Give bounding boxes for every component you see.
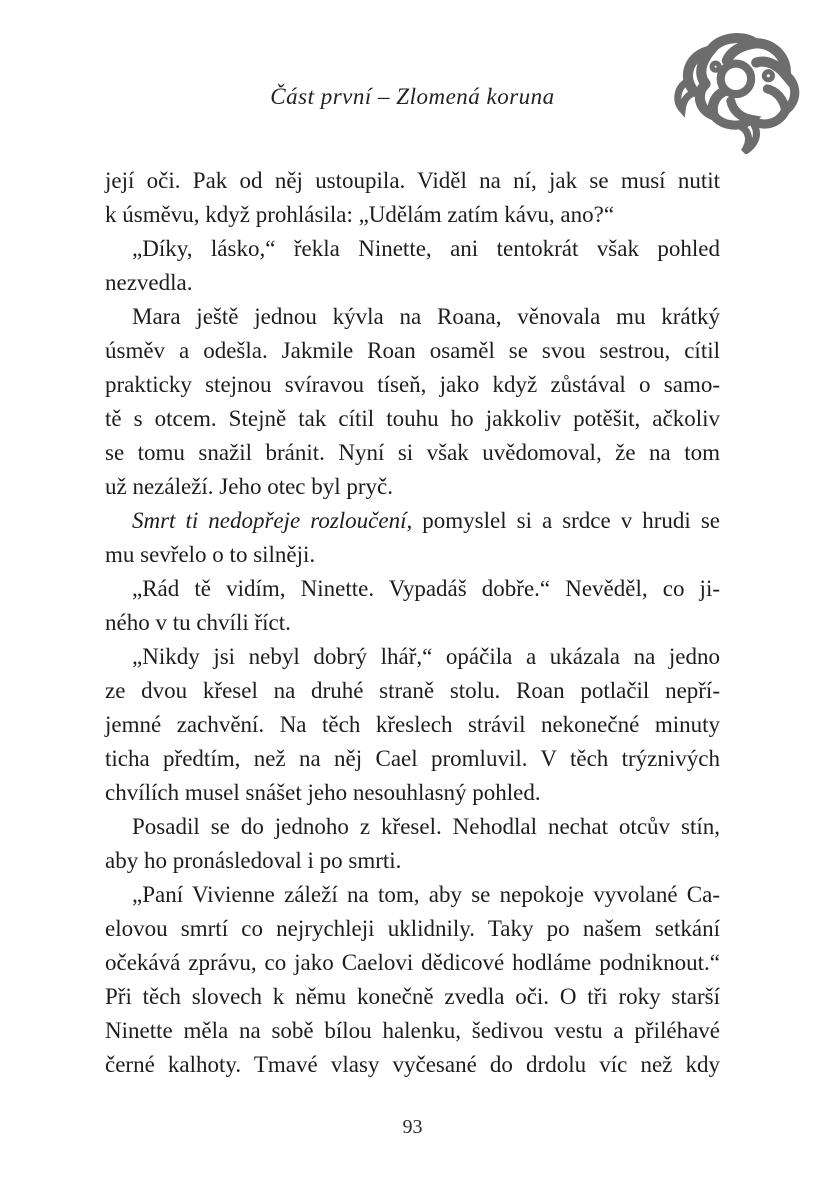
page-number: 93 — [402, 1116, 423, 1138]
text-line: nezvedla. — [105, 270, 193, 295]
text-line: ticha předtím, než na něj Cael promluvil. V těch trýznivých — [105, 746, 720, 771]
text-line: Mara ještě jednou kývla na Roana, věnovala mu krátký — [132, 304, 720, 329]
text-line: elovou smrtí co nejrychleji uklidnily. Taky po našem setkání — [105, 916, 720, 941]
text-line: jemné zachvění. Na těch křeslech strávil nekonečné minuty — [105, 712, 720, 737]
text-line: Smrt ti nedopřeje rozloučení, pomyslel si a srdce v hrudi se — [132, 508, 720, 533]
text-line: ze dvou křesel na druhé straně stolu. Roan potlačil nepří- — [105, 678, 720, 703]
text-line: se tomu snažil bránit. Nyní si však uvědomoval, že na tom — [105, 440, 720, 465]
body-text — [105, 164, 720, 1082]
text-line: mu sevřelo o to silněji. — [105, 542, 316, 567]
floral-flourish-ornament-icon — [670, 30, 812, 154]
text-line: aby ho pronásledoval i po smrti. — [105, 848, 402, 873]
text-line: „Díky, lásko,“ řekla Ninette, ani tentokrát však pohled — [132, 236, 720, 261]
text-line: k úsměvu, když prohlásila: „Udělám zatím kávu, ano?“ — [105, 202, 615, 227]
text-line: tě s otcem. Stejně tak cítil touhu ho jakkoliv potěšit, ačkoliv — [105, 406, 720, 431]
text-line: očekává zprávu, co jako Caelovi dědicové hodláme podniknout.“ — [105, 950, 720, 975]
text-line: prakticky stejnou svíravou tíseň, jako když zůstával o samo- — [105, 372, 720, 397]
text-line: její oči. Pak od něj ustoupila. Viděl na ní, jak se musí nutit — [105, 168, 720, 193]
text-line: ného v tu chvíli říct. — [105, 610, 291, 635]
text-line: „Nikdy jsi nebyl dobrý lhář,“ opáčila a ukázala na jedno — [132, 644, 720, 669]
text-line: „Paní Vivienne záleží na tom, aby se nepokoje vyvolané Ca- — [132, 882, 720, 907]
text-line: černé kalhoty. Tmavé vlasy vyčesané do drdolu víc než kdy — [105, 1052, 720, 1077]
text-line: „Rád tě vidím, Ninette. Vypadáš dobře.“ Nevěděl, co ji- — [132, 576, 720, 601]
text-line: Při těch slovech k němu konečně zvedla oči. O tři roky starší — [105, 984, 720, 1009]
text-line: už nezáleží. Jeho otec byl pryč. — [105, 474, 394, 499]
text-line: úsměv a odešla. Jakmile Roan osaměl se svou sestrou, cítil — [105, 338, 720, 363]
running-head: Část první – Zlomená koruna — [270, 84, 555, 109]
text-line: Ninette měla na sobě bílou halenku, šedivou vestu a přiléhavé — [105, 1018, 720, 1043]
text-line: Posadil se do jednoho z křesel. Nehodlal nechat otcův stín, — [132, 814, 720, 839]
text-line: chvílích musel snášet jeho nesouhlasný pohled. — [105, 780, 541, 805]
